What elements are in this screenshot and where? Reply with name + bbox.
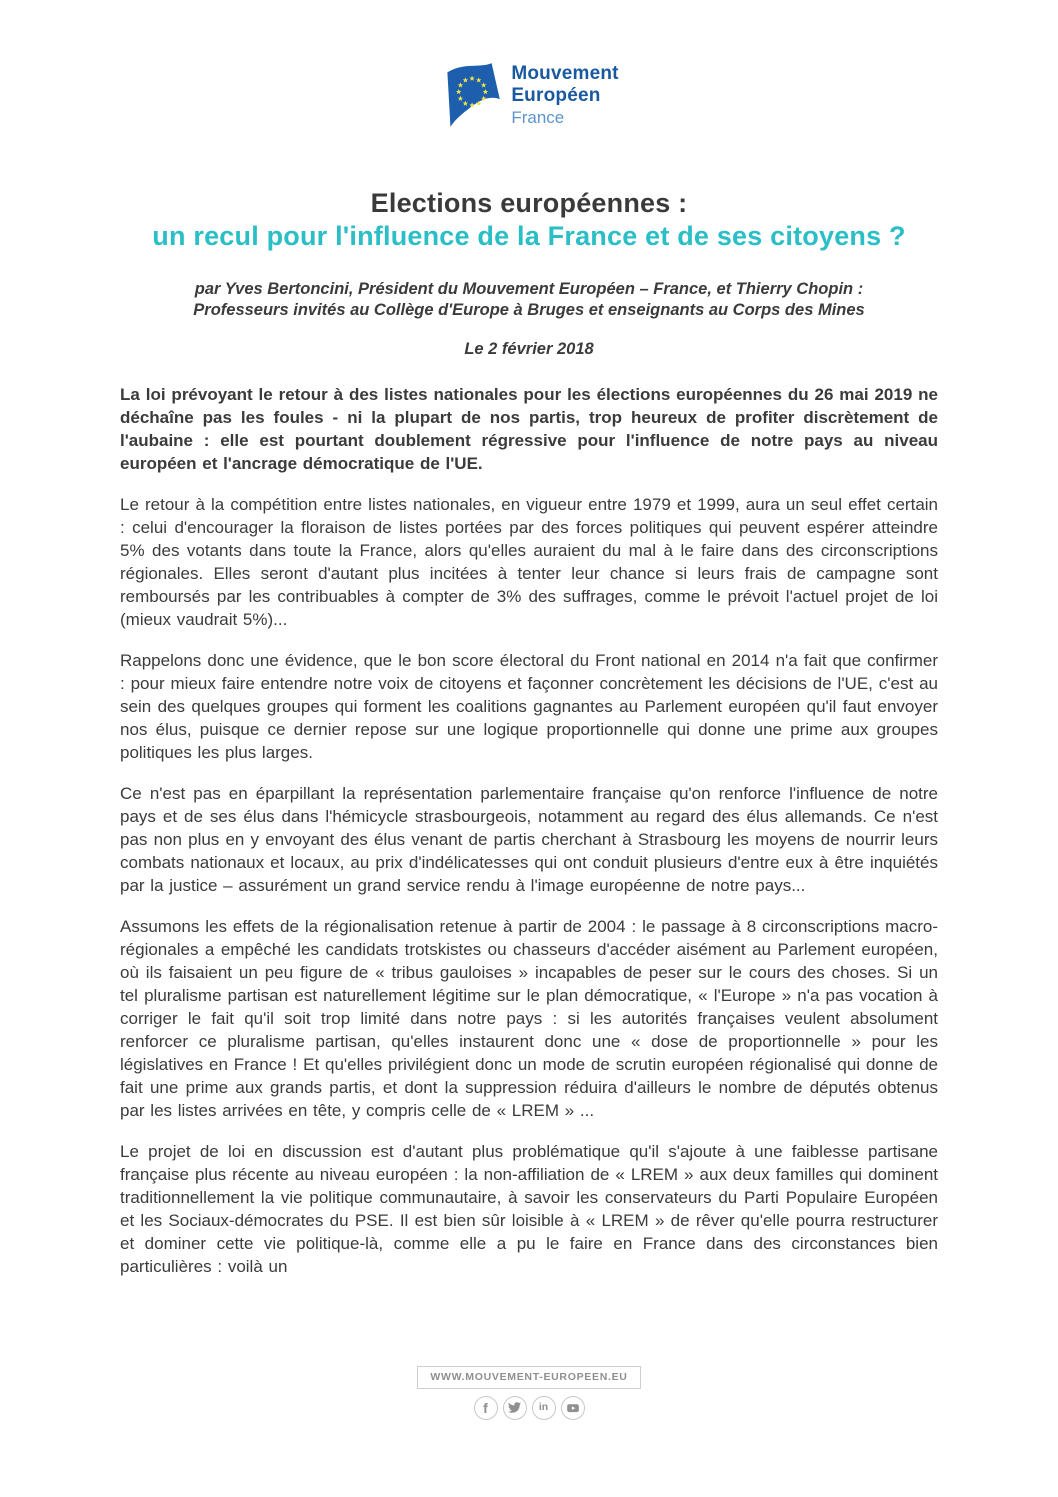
article-body (120, 383, 938, 1278)
twitter-bird-glyph (508, 1401, 521, 1414)
linkedin-icon[interactable] (532, 1396, 556, 1420)
paragraph: Le retour à la compétition entre listes nationales, en vigueur entre 1979 et 1999, aura un seul effet certain : celui d'encourager la floraison de listes portées par des forces politiques qui peuvent espérer atteindre 5% des votants dans toute la France, alors qu'elles auraient du mal à le faire dans des circonscriptions régionales. Elles seront d'autant plus incitées à tenter leur chance si leurs frais de campagne sont remboursés par les contribuables à compter de 3% des suffrages, comme le prévoit l'actuel projet de loi (mieux vaudrait 5%)... (120, 495, 938, 629)
logo-text-line1: Mouvement (511, 62, 619, 84)
paragraph: Ce n'est pas en éparpillant la représentation parlementaire française qu'on renforce l'influence de notre pays et de ses élus dans l'hémicycle strasbourgeois, notamment au regard des élus allemands. Ce n'est pas non plus en y envoyant des élus venant de partis cherchant à Strasbourg les moyens de nourrir leurs combats nationaux et locaux, au prix d'indélicatesses qui ont conduit plusieurs d'entre eux à être inquiétés par la justice – assurément un grand service rendu à l'image européenne de notre pays... (120, 784, 938, 895)
date-line: Le 2 février 2018 (464, 340, 594, 358)
website-link[interactable]: WWW.MOUVEMENT-EUROPEEN.EU (417, 1366, 640, 1389)
facebook-glyph: f (483, 1399, 488, 1416)
paragraph-lead: La loi prévoyant le retour à des listes nationales pour les élections européennes du 26 mai 2019 ne déchaîne pas les foules - ni la plupart de nos partis, trop heureux de profiter discrètement de l'aubaine : elle est pourtant doublement régressive pour l'influence de notre pays au niveau européen et l'ancrage démocratique de l'UE. (120, 385, 938, 473)
byline-line1: par Yves Bertoncini, Président du Mouvement Européen – France, et Thierry Chopin : (194, 280, 864, 298)
byline (89, 279, 969, 321)
linkedin-glyph: in (538, 1401, 549, 1414)
logo-text-line3: France (511, 107, 565, 127)
page-footer (0, 1366, 1058, 1420)
byline-line2: Professeurs invités au Collège d'Europe à Bruges et enseignants au Corps des Mines (193, 301, 865, 319)
logo-wordmark (511, 63, 618, 128)
logo (439, 58, 618, 132)
facebook-icon[interactable] (474, 1396, 498, 1420)
page-title (89, 187, 969, 253)
paragraph: Le projet de loi en discussion est d'autant plus problématique qu'il s'ajoute à une faiblesse partisane française plus récente au niveau européen : la non-affiliation de « LREM » aux deux familles qui dominent traditionnellement la vie politique communautaire, à savoir les conservateurs du Parti Populaire Européen et les Sociaux-démocrates du PSE. Il est bien sûr loisible à « LREM » de rêver qu'elle pourra restructurer et dominer cette vie politique-là, comme elle a pu le faire en France dans des circonstances bien particulières : voilà un (120, 1142, 938, 1276)
youtube-play-glyph (566, 1401, 580, 1415)
eu-flag-icon (439, 58, 501, 132)
paragraph: Assumons les effets de la régionalisation retenue à partir de 2004 : le passage à 8 circonscriptions macro-régionales a empêché les candidats trotskistes ou chasseurs d'accéder aisément au Parlement européen, où ils faisaient un peu figure de « tribus gauloises » incapables de peser sur le cours des choses. Si un tel pluralisme partisan est naturellement légitime sur le plan démocratique, « l'Europe » n'a pas vocation à corriger le fait qu'il soit trop limité dans notre pays : si les autorités françaises veulent absolument renforcer ce pluralisme partisan, qu'elles instaurent donc une « dose de proportionnelle » pour les législatives en France ! Et qu'elles privilégient donc un mode de scrutin européen régionalisé qui donne de fait une prime aux grands partis, et dont la suppression réduira d'ailleurs le nombre de députés obtenus par les listes arrivées en tête, y compris celle de « LREM » ... (120, 917, 938, 1120)
social-links (474, 1396, 585, 1420)
youtube-icon[interactable] (561, 1396, 585, 1420)
paragraph: Rappelons donc une évidence, que le bon score électoral du Front national en 2014 n'a fait que confirmer : pour mieux faire entendre notre voix de citoyens et façonner concrètement les décisions de l'UE, c'est au sein des quelques groupes qui forment les coalitions gagnantes au Parlement européen qu'il faut envoyer nos élus, puisque ce dernier repose sur une logique proportionnelle qui donne une prime aux groupes politiques les plus larges. (120, 651, 938, 762)
twitter-icon[interactable] (503, 1396, 527, 1420)
logo-text-line2: Européen (511, 84, 601, 106)
title-line-accent: un recul pour l'influence de la France et de ses citoyens ? (152, 221, 906, 251)
title-line-dark: Elections européennes : (370, 188, 688, 218)
